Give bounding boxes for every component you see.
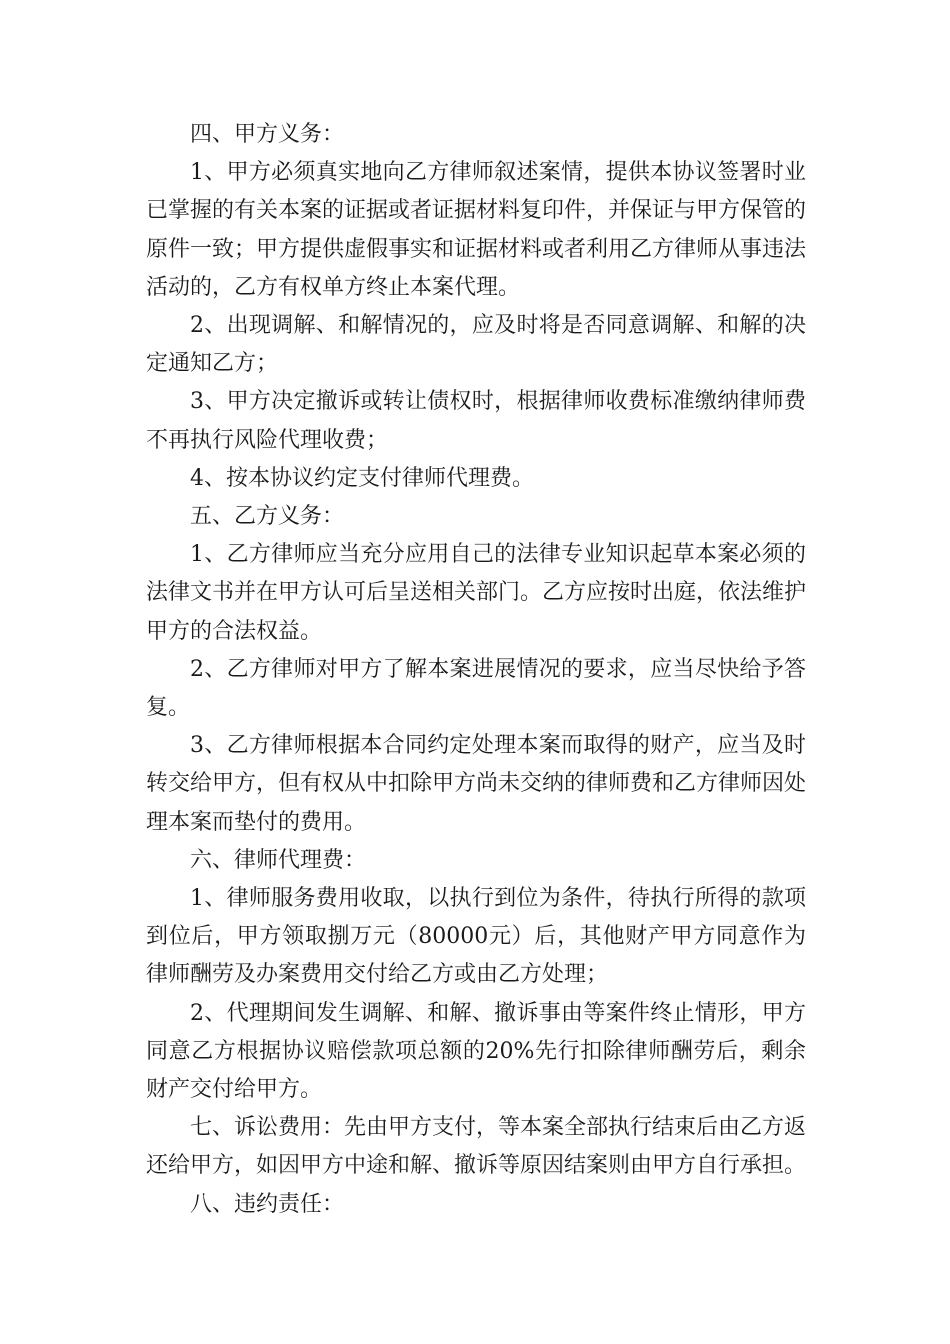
clause-paragraph: 2、出现调解、和解情况的，应及时将是否同意调解、和解的决定通知乙方； (146, 313, 806, 377)
clause-paragraph: 2、乙方律师对甲方了解本案进展情况的要求，应当尽快给予答复。 (146, 656, 806, 721)
clause-paragraph: 1、甲方必须真实地向乙方律师叙述案情，提供本协议签署时业已掌握的有关本案的证据或者证据材料复印件，并保证与甲方保管的原件一致；甲方提供虚假事实和证据材料或者利用乙方律师从事违法活动的，乙方有权单方终止本案代理。 (146, 160, 807, 300)
document-body (146, 116, 806, 1224)
section-heading-lawyer-fees: 六、律师代理费： (190, 847, 367, 873)
section-heading-party-a-obligations: 四、甲方义务： (190, 122, 345, 147)
section-heading-party-b-obligations: 五、乙方义务： (190, 504, 345, 530)
clause-paragraph: 3、甲方决定撤诉或转让债权时，根据律师收费标准缴纳律师费不再执行风险代理收费； (146, 389, 806, 453)
section-heading-liability: 八、违约责任： (190, 1191, 345, 1217)
clause-paragraph: 4、按本协议约定支付律师代理费。 (190, 465, 534, 491)
clause-paragraph: 3、乙方律师根据本合同约定处理本案而取得的财产，应当及时转交给甲方，但有权从中扣除甲方尚未交纳的律师费和乙方律师因处理本案而垫付的费用。 (146, 733, 807, 835)
clause-paragraph: 2、代理期间发生调解、和解、撤诉事由等案件终止情形，甲方同意乙方根据协议赔偿款项总额的20%先行扣除律师酬劳后，剩余财产交付给甲方。 (146, 1000, 806, 1103)
section-litigation-costs: 七、诉讼费用：先由甲方支付，等本案全部执行结束后由乙方返还给甲方，如因甲方中途和解、撤诉等原因结案则由甲方自行承担。 (146, 1115, 807, 1179)
clause-paragraph: 1、乙方律师应当充分应用自己的法律专业知识起草本案必须的法律文书并在甲方认可后呈送相关部门。乙方应按时出庭，依法维护甲方的合法权益。 (146, 542, 807, 644)
clause-paragraph: 1、律师服务费用收取，以执行到位为条件，待执行所得的款项到位后，甲方领取捌万元（80000元）后，其他财产甲方同意作为律师酬劳及办案费用交付给乙方或由乙方处理； (146, 886, 806, 988)
